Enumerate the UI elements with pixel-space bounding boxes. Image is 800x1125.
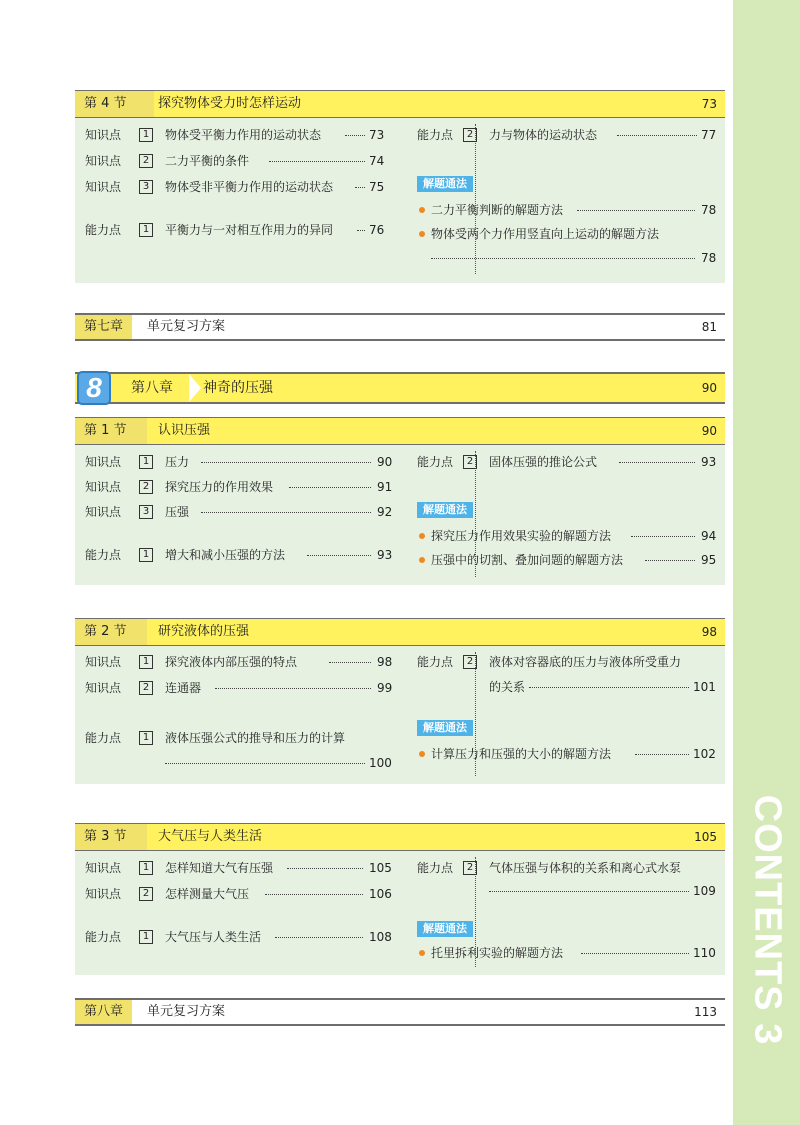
toc-entry[interactable] — [417, 126, 717, 144]
entry-number: 1 — [139, 861, 153, 875]
chapter-number-badge: 8 — [77, 371, 111, 405]
toc-entry[interactable] — [85, 729, 385, 747]
entry-title: 液体对容器底的压力与液体所受重力 — [489, 655, 682, 669]
method-page: 102 — [693, 747, 716, 761]
entry-number: 2 — [139, 887, 153, 901]
section-title: 大气压与人类生活 — [158, 829, 263, 844]
toc-entry[interactable] — [85, 126, 385, 144]
entry-page: 106 — [369, 887, 392, 901]
method-title: 压强中的切割、叠加问题的解题方法 — [431, 553, 624, 567]
bullet-icon — [419, 950, 425, 956]
method-entry-continued — [417, 249, 717, 267]
method-entry[interactable] — [417, 201, 717, 219]
dot-leader — [357, 230, 365, 231]
bullet-icon — [419, 231, 425, 237]
entry-title: 探究压力的作用效果 — [165, 480, 274, 494]
section-4-header[interactable] — [75, 90, 725, 118]
entry-number: 1 — [139, 655, 153, 669]
chevron-icon — [189, 374, 201, 402]
entry-number: 1 — [139, 731, 153, 745]
entry-page: 76 — [369, 223, 385, 237]
section-title: 探究物体受力时怎样运动 — [158, 96, 302, 111]
section-4-body — [75, 118, 725, 283]
toc-entry[interactable] — [85, 679, 393, 697]
entry-page: 109 — [693, 884, 716, 898]
entry-kind: 知识点 — [85, 505, 122, 519]
section-1-header[interactable] — [75, 417, 725, 445]
section-label: 第 3 节 — [75, 824, 147, 850]
section-page: 73 — [701, 97, 717, 111]
chapter-page: 113 — [694, 1005, 717, 1019]
dot-leader — [489, 891, 689, 892]
section-label: 第 4 节 — [75, 91, 154, 117]
method-title: 探究压力作用效果实验的解题方法 — [431, 529, 612, 543]
entry-title: 物体受平衡力作用的运动状态 — [165, 128, 322, 142]
dot-leader — [289, 487, 371, 488]
entry-title: 力与物体的运动状态 — [489, 128, 598, 142]
section-page: 98 — [701, 625, 717, 639]
entry-page: 73 — [369, 128, 385, 142]
toc-entry-continued — [417, 678, 717, 696]
chapter-title: 单元复习方案 — [147, 319, 226, 334]
section-page: 105 — [694, 830, 717, 844]
entry-page: 74 — [369, 154, 385, 168]
dot-leader — [355, 187, 365, 188]
toc-entry[interactable] — [85, 221, 385, 239]
entry-page: 101 — [693, 680, 716, 694]
entry-page: 91 — [377, 480, 393, 494]
method-title: 托里拆利实验的解题方法 — [431, 946, 564, 960]
entry-page: 93 — [377, 548, 393, 562]
method-entry[interactable] — [417, 527, 717, 545]
toc-entry-continued — [85, 754, 392, 772]
entry-page: 108 — [369, 930, 392, 944]
chapter-8-review[interactable] — [75, 998, 725, 1026]
entry-number: 3 — [139, 505, 153, 519]
method-title: 计算压力和压强的大小的解题方法 — [431, 747, 612, 761]
method-title: 物体受两个力作用竖直向上运动的解题方法 — [431, 227, 660, 241]
entry-page: 75 — [369, 180, 385, 194]
entry-page: 100 — [369, 756, 392, 770]
toc-entry[interactable] — [417, 653, 717, 671]
method-entry[interactable] — [417, 551, 717, 569]
toc-entry[interactable] — [85, 152, 385, 170]
section-title: 认识压强 — [158, 423, 211, 438]
entry-number: 2 — [139, 681, 153, 695]
dot-leader — [201, 462, 371, 463]
section-2-body — [75, 646, 725, 784]
dot-leader — [275, 937, 363, 938]
entry-kind: 知识点 — [85, 180, 122, 194]
method-entry[interactable] — [417, 745, 717, 763]
entry-title: 探究液体内部压强的特点 — [165, 655, 298, 669]
entry-page: 90 — [377, 455, 393, 469]
entry-title: 二力平衡的条件 — [165, 154, 250, 168]
method-title: 二力平衡判断的解题方法 — [431, 203, 564, 217]
dot-leader — [201, 512, 371, 513]
methods-badge: 解题通法 — [417, 720, 473, 736]
entry-kind: 能力点 — [85, 731, 122, 745]
methods-badge: 解题通法 — [417, 921, 473, 937]
entry-kind: 能力点 — [85, 548, 122, 562]
entry-page: 98 — [377, 655, 393, 669]
section-label: 第 2 节 — [75, 619, 147, 645]
methods-badge: 解题通法 — [417, 502, 473, 518]
chapter-page: 81 — [701, 320, 717, 334]
bullet-icon — [419, 533, 425, 539]
section-3-body — [75, 851, 725, 975]
toc-entry[interactable] — [85, 178, 385, 196]
entry-kind: 知识点 — [85, 681, 122, 695]
dot-leader — [269, 161, 365, 162]
method-page: 78 — [701, 203, 717, 217]
dot-leader — [631, 536, 695, 537]
section-3-header[interactable] — [75, 823, 725, 851]
entry-kind: 能力点 — [417, 861, 454, 875]
section-title: 研究液体的压强 — [158, 624, 250, 639]
entry-kind: 能力点 — [417, 655, 454, 669]
section-1-body — [75, 445, 725, 585]
entry-title: 连通器 — [165, 681, 202, 695]
entry-page: 93 — [701, 455, 717, 469]
dot-leader — [265, 894, 363, 895]
dot-leader — [431, 258, 695, 259]
entry-number: 3 — [139, 180, 153, 194]
entry-page: 105 — [369, 861, 392, 875]
toc-entry[interactable] — [85, 928, 392, 946]
method-entry[interactable] — [417, 944, 717, 962]
dot-leader — [287, 868, 363, 869]
chapter-8-header[interactable] — [75, 372, 725, 404]
entry-title: 增大和减小压强的方法 — [165, 548, 286, 562]
entry-title: 平衡力与一对相互作用力的异同 — [165, 223, 334, 237]
dot-leader — [529, 687, 689, 688]
entry-page: 77 — [701, 128, 717, 142]
dot-leader — [619, 462, 695, 463]
chapter-page: 90 — [701, 381, 717, 395]
chapter-label: 第八章 — [131, 380, 173, 396]
entry-title: 固体压强的推论公式 — [489, 455, 598, 469]
entry-number: 1 — [139, 930, 153, 944]
toc-entry[interactable] — [85, 885, 392, 903]
entry-number: 2 — [463, 455, 477, 469]
toc-entry[interactable] — [85, 859, 392, 877]
toc-entry[interactable] — [417, 453, 717, 471]
entry-number: 1 — [139, 548, 153, 562]
toc-entry[interactable] — [85, 653, 393, 671]
entry-number: 1 — [139, 455, 153, 469]
entry-title: 大气压与人类生活 — [165, 930, 262, 944]
dot-leader — [165, 763, 365, 764]
entry-kind: 知识点 — [85, 455, 122, 469]
method-page: 94 — [701, 529, 717, 543]
entry-page: 99 — [377, 681, 393, 695]
entry-title: 气体压强与体积的关系和离心式水泵 — [489, 861, 682, 875]
toc-entry[interactable] — [85, 546, 393, 564]
section-2-header[interactable] — [75, 618, 725, 646]
dot-leader — [577, 210, 695, 211]
entry-kind: 能力点 — [85, 930, 122, 944]
entry-number: 2 — [463, 128, 477, 142]
entry-kind: 能力点 — [85, 223, 122, 237]
bullet-icon — [419, 751, 425, 757]
bullet-icon — [419, 557, 425, 563]
toc-entry[interactable] — [85, 503, 393, 521]
entry-title: 压强 — [165, 505, 190, 519]
section-label: 第 1 节 — [75, 418, 147, 444]
entry-title: 压力 — [165, 455, 190, 469]
entry-number: 2 — [139, 154, 153, 168]
chapter-title: 单元复习方案 — [147, 1004, 226, 1019]
dot-leader — [645, 560, 695, 561]
contents-sidebar-label: CONTENTS 3 — [746, 794, 789, 1046]
entry-title: 的关系 — [489, 680, 526, 694]
toc-entry[interactable] — [417, 859, 717, 877]
entry-title: 液体压强公式的推导和压力的计算 — [165, 731, 346, 745]
toc-entry[interactable] — [85, 478, 393, 496]
methods-badge: 解题通法 — [417, 176, 473, 192]
entry-number: 2 — [139, 480, 153, 494]
toc-entry-continued — [417, 882, 717, 900]
dot-leader — [635, 754, 689, 755]
entry-title: 怎样知道大气有压强 — [165, 861, 274, 875]
entry-kind: 能力点 — [417, 128, 454, 142]
entry-title: 怎样测量大气压 — [165, 887, 250, 901]
entry-kind: 知识点 — [85, 861, 122, 875]
chapter-label: 第七章 — [75, 315, 132, 339]
entry-kind: 知识点 — [85, 655, 122, 669]
entry-kind: 知识点 — [85, 480, 122, 494]
method-page: 78 — [701, 251, 717, 265]
entry-number: 2 — [463, 655, 477, 669]
entry-kind: 知识点 — [85, 154, 122, 168]
entry-number: 1 — [139, 223, 153, 237]
method-entry[interactable] — [417, 225, 717, 243]
dot-leader — [617, 135, 697, 136]
method-page: 110 — [693, 946, 716, 960]
method-page: 95 — [701, 553, 717, 567]
chapter-label: 第八章 — [75, 1000, 132, 1024]
bullet-icon — [419, 207, 425, 213]
entry-title: 物体受非平衡力作用的运动状态 — [165, 180, 334, 194]
dot-leader — [345, 135, 365, 136]
dot-leader — [215, 688, 371, 689]
toc-entry[interactable] — [85, 453, 393, 471]
entry-kind: 能力点 — [417, 455, 454, 469]
section-page: 90 — [701, 424, 717, 438]
chapter-title: 神奇的压强 — [203, 380, 273, 396]
chapter-7-review[interactable] — [75, 313, 725, 341]
dot-leader — [329, 662, 371, 663]
dot-leader — [307, 555, 371, 556]
entry-number: 1 — [139, 128, 153, 142]
entry-kind: 知识点 — [85, 887, 122, 901]
entry-kind: 知识点 — [85, 128, 122, 142]
entry-page: 92 — [377, 505, 393, 519]
entry-number: 2 — [463, 861, 477, 875]
dot-leader — [581, 953, 689, 954]
